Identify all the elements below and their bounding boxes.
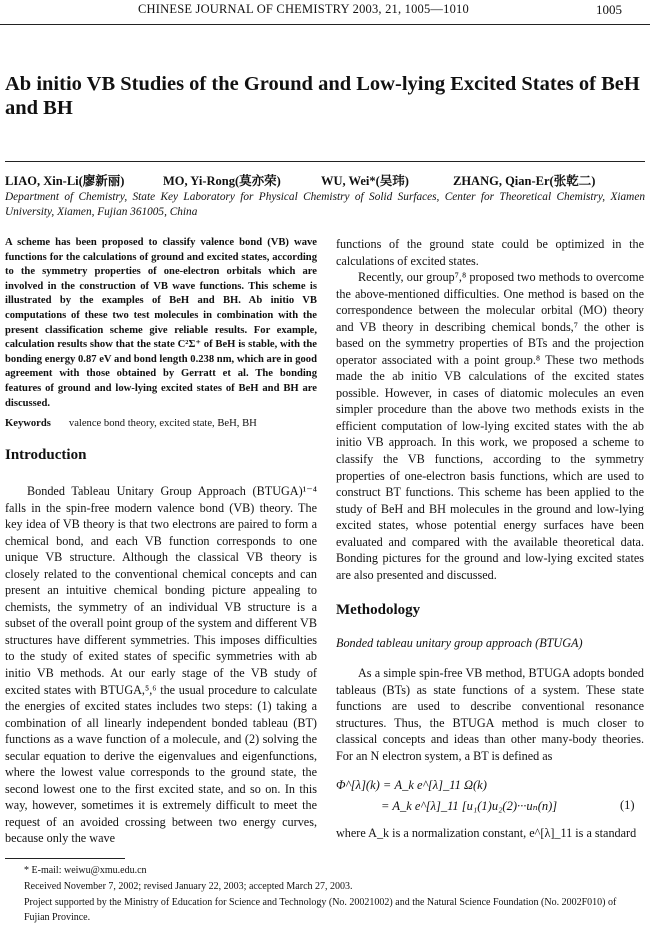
- email-text: E-mail: weiwu@xmu.edu.cn: [31, 865, 147, 876]
- right-column-continuation: functions of the ground state could be optimized in the calculations of excited states.: [336, 237, 644, 268]
- after-equation-text: where A_k is a normalization constant, e^[λ]_11 is a standard: [336, 826, 637, 840]
- footnote-received: Received November 7, 2002; revised January 22, 2003; accepted March 27, 2003.: [24, 881, 353, 892]
- author-3: WU, Wei*(吴玮): [321, 174, 409, 188]
- methodology-heading: Methodology: [336, 602, 421, 618]
- footnote-email: * E-mail: weiwu@xmu.edu.cn: [24, 865, 147, 876]
- keywords-label: Keywords: [5, 418, 51, 429]
- equation-line-1: Φ^[λ](k) = A_k e^[λ]_11 Ω(k): [336, 778, 487, 792]
- page-number: 1005: [596, 2, 622, 17]
- running-header: [0, 0, 650, 25]
- equation-number: (1): [620, 798, 635, 812]
- btuga-subheading: Bonded tableau unitary group approach (BTUGA): [336, 636, 583, 650]
- introduction-heading: Introduction: [5, 447, 87, 463]
- abstract: A scheme has been proposed to classify valence bond (VB) wave functions for the calculations of ground and excited states, according to the symmetry properties of one-electron orbitals which are involved in the construction of VB wave functions. This scheme is illustrated by the examples of BeH and BH. Ab initio VB computations of these two test molecules in combination with the present classification scheme give reliable results. For example, calculation results show that the state C²Σ⁺ of BeH is stable, with the bonding energy 0.87 eV and bond length 0.238 nm, which are in good agreement with those obtained by Gerratt et al. The bonding features of ground and low-lying excited states of BeH and BH are discussed.: [5, 237, 317, 409]
- right-column-paragraph: Recently, our group⁷,⁸ proposed two methods to overcome the above-mentioned difficulties. One method is based on the correspondence between the molecular orbital (MO) theory and VB theory in describing chemical bonds,⁷ the other is based on the symmetry properties of BTs and the projection operator associated with a point group.⁸ These two methods made the ab initio VB calculations of the excited states possible. However, in cases of diatomic molecules an even simpler procedure than the above two methods exists in the efficient computation of low-lying excited states with the ab initio VB approach. In this work, we proposed a scheme to classify the VB functions, according to the symmetry properties of one-electron basis functions, which are used to construct BT functions. This scheme has been applied to the study of BeH and BH molecules in the ground and low-lying excited states, whose potential energy surfaces have been evaluated and compared with the available theoretical data. Bonding pictures for the ground and low-lying excited states are also presented and discussed.: [336, 270, 644, 582]
- btuga-paragraph: As a simple spin-free VB method, BTUGA adopts bonded tableaus (BTs) as state functions of a system. These state functions are used to describe conventional resonance structures. Thus, the BTUGA method is much closer to classical concepts and ideas than other many-body theories. For an N electron system, a BT is defined as: [336, 666, 644, 763]
- footnote-rule: [5, 858, 125, 859]
- author-1: LIAO, Xin-Li(廖新丽): [5, 174, 125, 188]
- author-4: ZHANG, Qian-Er(张乾二): [453, 174, 596, 188]
- keywords: [5, 418, 317, 429]
- keywords-text: valence bond theory, excited state, BeH, BH: [68, 418, 257, 429]
- equation-line-2: = A_k e^[λ]_11 [u₁(1)u₂(2)···uₙ(n)]: [381, 799, 558, 813]
- introduction-paragraph: Bonded Tableau Unitary Group Approach (BTUGA)¹⁻⁴ falls in the spin-free modern valence bond (VB) theory. The key idea of VB theory is that two electrons are paired to form a chemical bond, and each VB function corresponds to one unique VB structure. Although the classical VB theory is closely related to the conventional chemical concepts and can present an intuitive chemical bonding picture appealing to chemists, the symmetry of an individual VB structure is a subset of the overall point group of the system and different VB structures have different symmetries. This imposes difficulties to the study of exited states of specific symmetries with ab initio VB methods. At our early stage of the VB study of excited states with BTUGA,⁵,⁶ the usual procedure to calculate the energies of excited states includes two steps: (1) taking a combination of all linearly independent bonded tableau (BT) functions as a wave function of a molecule, and (2) solving the secular equation to derive the eigenvalues and eigenfunctions, where the lowest value corresponds to the ground state, the second lowest one to the first excited state, and so on. In this way, however, sometimes it is extremely difficult to meet the request of an avoided crossing between two energy curves, because only the wave: [5, 484, 317, 846]
- journal-citation: CHINESE JOURNAL OF CHEMISTRY 2003, 21, 1005—1010: [138, 2, 469, 16]
- paper-title: Ab initio VB Studies of the Ground and Low-lying Excited States of BeH and BH: [5, 73, 640, 119]
- footnote-funding: Project supported by the Ministry of Education for Science and Technology (No. 20021002) and the Natural Science Foundation (No. 2002F010) of Fujian Province.: [24, 897, 617, 923]
- title-rule: [5, 161, 645, 162]
- affiliation: Department of Chemistry, State Key Laboratory for Physical Chemistry of Solid Surfaces, Center for Theoretical Chemistry, Xiamen University, Xiamen, Fujian 361005, China: [5, 191, 645, 218]
- author-2: MO, Yi-Rong(莫亦荣): [163, 174, 281, 188]
